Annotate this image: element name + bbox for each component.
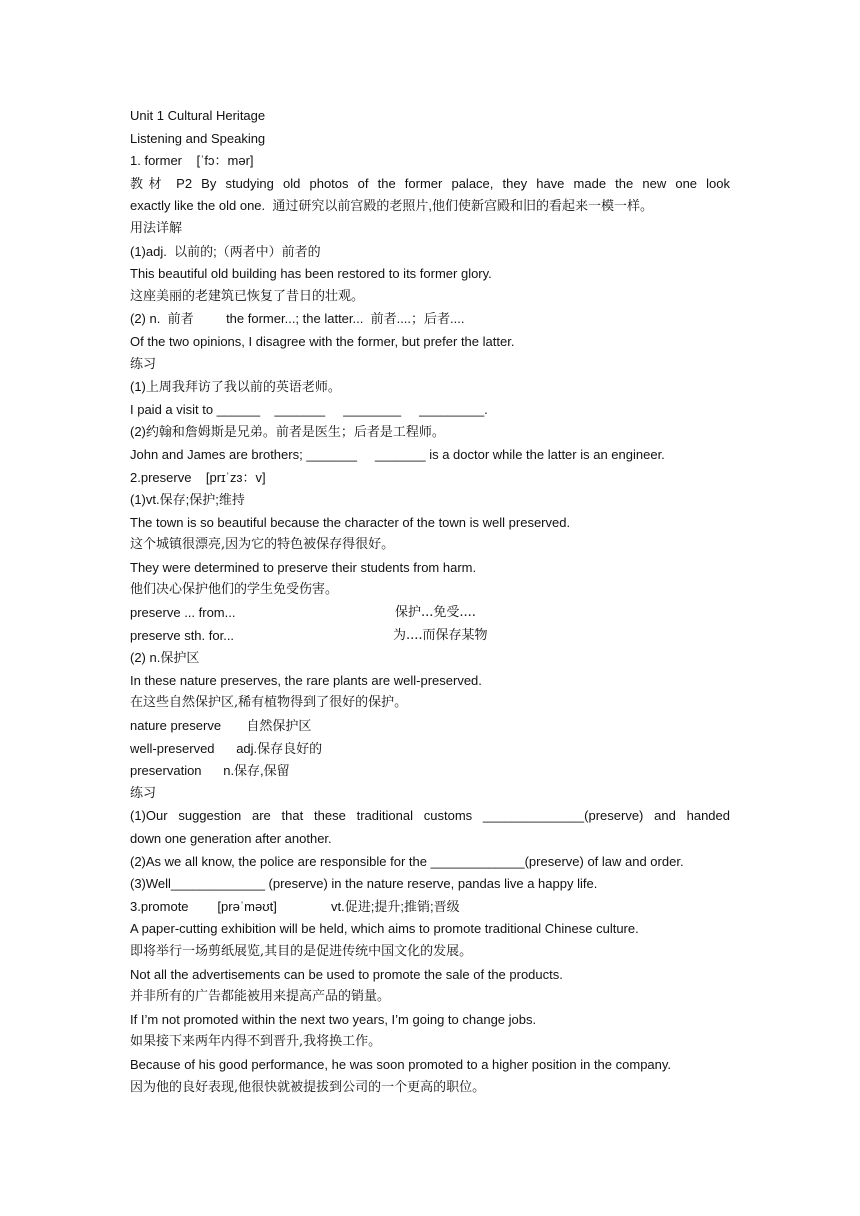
practice-question-line-1: (1)Our suggestion are that these traditional customs ______________(preserve) and handed [130, 808, 730, 824]
textbook-example-line-1: 教材 P2 By studying old photos of the former palace, they have made the new one look [130, 175, 730, 191]
meaning-verb: (1)vt.保存;保护;维持 [130, 492, 245, 508]
example-cn: 这个城镇很漂亮,因为它的特色被保存得很好。 [130, 537, 395, 553]
example-en: This beautiful old building has been restored to its former glory. [130, 266, 492, 282]
example-cn: 因为他的良好表现,他很快就被提拔到公司的一个更高的职位。 [130, 1079, 486, 1095]
practice-item-cn: (2)约翰和詹姆斯是兄弟。前者是医生；后者是工程师。 [130, 424, 445, 440]
meaning-noun: (2) n. 前者 the former...; the latter... 前者....；后者.... [130, 311, 465, 327]
example-en: In these nature preserves, the rare plants are well-preserved. [130, 672, 482, 688]
example-cn: 这座美丽的老建筑已恢复了昔日的壮观。 [130, 288, 365, 304]
example-cn: 如果接下来两年内得不到晋升,我将换工作。 [130, 1034, 382, 1050]
word-heading-former: 1. former [ˈfɔ：mər] [130, 153, 254, 169]
related-word: preservation n.保存,保留 [130, 763, 290, 779]
phrase-cn: 为....而保存某物 [393, 627, 488, 643]
phrase-en: preserve sth. for... [130, 627, 235, 643]
doc-title: Unit 1 Cultural Heritage [130, 108, 266, 123]
related-word: nature preserve 自然保护区 [130, 718, 312, 734]
practice-heading: 练习 [130, 785, 157, 801]
example-cn: 即将举行一场剪纸展览,其目的是促进传统中国文化的发展。 [130, 943, 473, 959]
phrase-row [130, 602, 730, 625]
related-word: well-preserved adj.保存良好的 [130, 740, 323, 756]
meaning-adj: (1)adj. 以前的;（两者中）前者的 [130, 243, 321, 259]
word-heading-promote: 3.promote [prəˈməʊt] vt.促进;提升;推销;晋级 [130, 898, 460, 914]
phrase-en: preserve ... from... [130, 605, 236, 621]
section-heading: Listening and Speaking [130, 130, 266, 146]
phrase-cn: 保护...免受.... [395, 605, 476, 621]
example-en: Not all the advertisements can be used to promote the sale of the products. [130, 966, 563, 982]
example-en: If I’m not promoted within the next two years, I’m going to change jobs. [130, 1011, 537, 1027]
usage-heading: 用法详解 [130, 220, 183, 236]
example-en: A paper-cutting exhibition will be held, which aims to promote traditional Chinese culture. [130, 921, 639, 937]
example-en: Of the two opinions, I disagree with the former, but prefer the latter. [130, 333, 515, 349]
example-cn: 他们决心保护他们的学生免受伤害。 [130, 582, 339, 598]
practice-question: (3)Well_____________ (preserve) in the nature reserve, pandas live a happy life. [130, 876, 598, 892]
phrase-row [130, 625, 730, 648]
practice-item-cn: (1)上周我拜访了我以前的英语老师。 [130, 379, 341, 395]
example-cn: 在这些自然保护区,稀有植物得到了很好的保护。 [130, 695, 408, 711]
example-en: The town is so beautiful because the character of the town is well preserved. [130, 514, 571, 530]
word-heading-preserve: 2.preserve [prɪˈzɜ：v] [130, 469, 266, 485]
practice-question: (2)As we all know, the police are responsible for the _____________(preserve) of law and order. [130, 853, 684, 869]
practice-question-line-2: down one generation after another. [130, 831, 332, 846]
document-body [130, 105, 730, 1099]
textbook-example-line-2: exactly like the old one. 通过研究以前宫殿的老照片,他们使新宫殿和旧的看起来一模一样。 [130, 198, 653, 214]
example-en: They were determined to preserve their students from harm. [130, 559, 477, 575]
example-cn: 并非所有的广告都能被用来提高产品的销量。 [130, 989, 391, 1005]
example-en: Because of his good performance, he was soon promoted to a higher position in the company. [130, 1056, 672, 1072]
practice-item-blank: John and James are brothers; _______ _______ is a doctor while the latter is an engineer. [130, 446, 665, 462]
practice-heading: 练习 [130, 356, 157, 372]
practice-item-blank: I paid a visit to ______ _______ ________ _________. [130, 401, 488, 417]
meaning-noun: (2) n.保护区 [130, 650, 200, 666]
